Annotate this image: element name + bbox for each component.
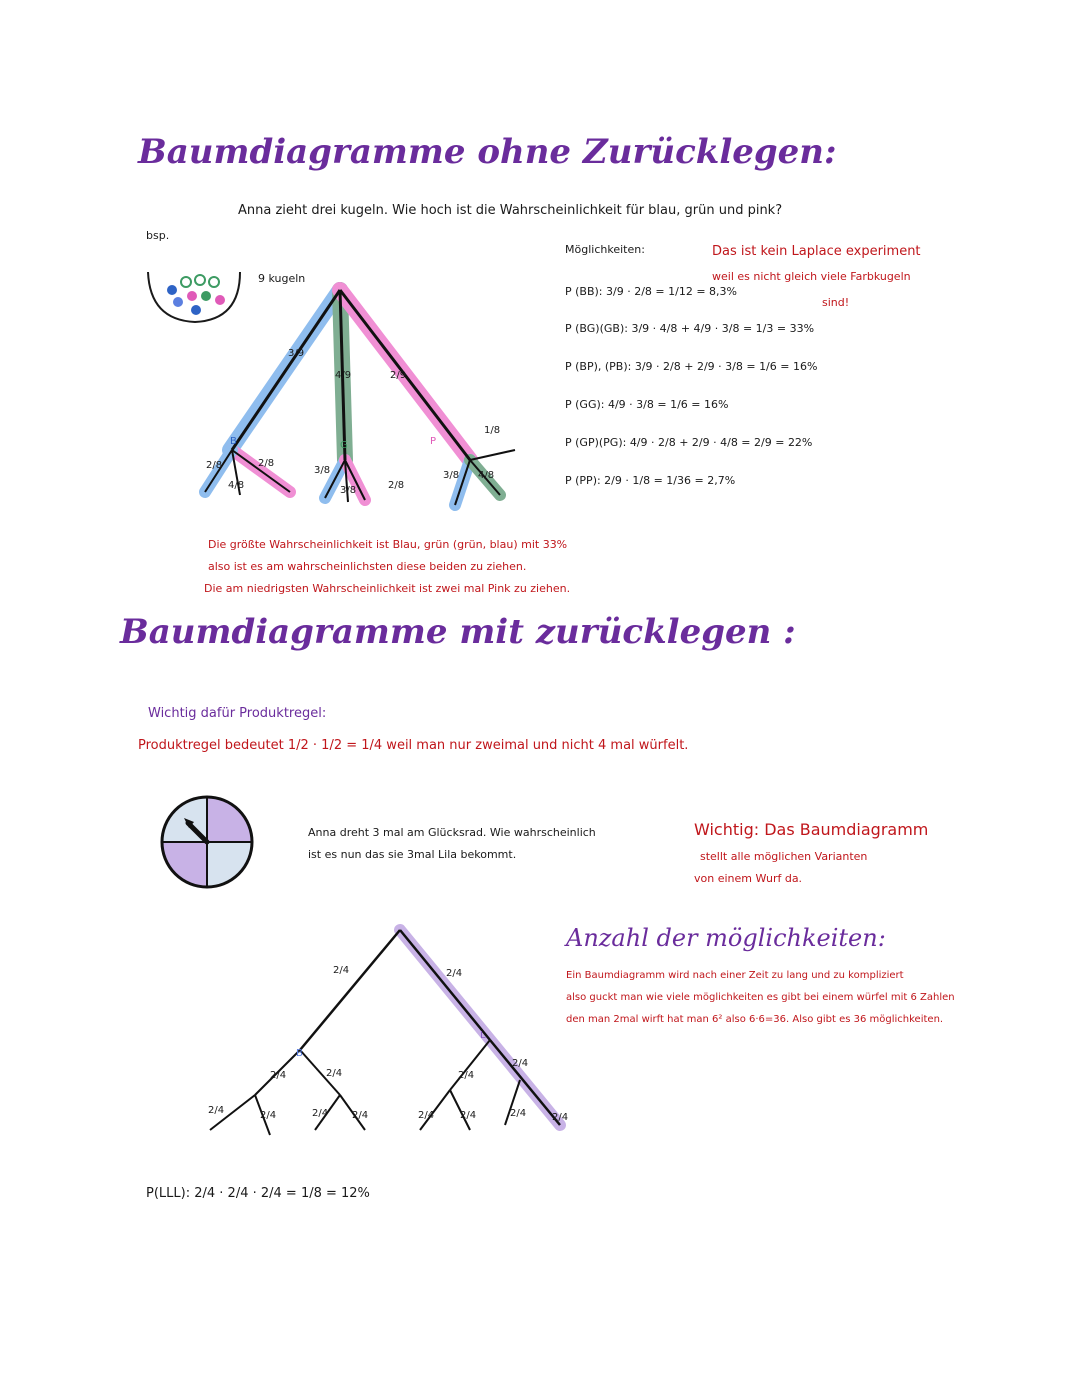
tree1-sub-b1: 2/8 <box>206 460 223 471</box>
tree1-node-p: P <box>430 436 437 447</box>
prob-gg: P (GG): 4/9 · 3/8 = 1/6 = 16% <box>565 398 729 411</box>
ball-bowl-icon <box>148 272 240 322</box>
tree1-sub-p2: 4/8 <box>478 470 495 481</box>
moeglichkeiten-title: Möglichkeiten: <box>565 243 645 256</box>
wichtig-note-line1: Wichtig: Das Baumdiagramm <box>694 820 929 839</box>
tree1-node-b: B <box>230 436 237 447</box>
rule-text: Produktregel bedeutet 1/2 · 1/2 = 1/4 weil man nur zweimal und nicht 4 mal würfelt. <box>138 738 689 753</box>
tree2-second-4: 2/4 <box>512 1058 529 1069</box>
laplace-note-line1: Das ist kein Laplace experiment <box>712 244 921 259</box>
tree2-top-left: 2/4 <box>333 965 350 976</box>
wichtig-note-line3: von einem Wurf da. <box>694 872 803 885</box>
tree2-third-2: 2/4 <box>260 1110 277 1121</box>
tree2-third-5: 2/4 <box>418 1110 435 1121</box>
tree2-third-3: 2/4 <box>312 1108 329 1119</box>
tree1-label-green: 4/9 <box>335 370 352 381</box>
tree1-sub-g3: 2/8 <box>388 480 405 491</box>
example-label: bsp. <box>146 229 170 242</box>
anzahl-line2: also guckt man wie viele möglichkeiten es gibt bei einem würfel mit 6 Zahlen <box>566 992 955 1003</box>
rule-heading: Wichtig dafür Produktregel: <box>148 706 327 721</box>
tree2-third-1: 2/4 <box>208 1105 225 1116</box>
balls-label: 9 kugeln <box>258 272 306 285</box>
tree1-sub-p3: 1/8 <box>484 425 501 436</box>
tree2-third-4: 2/4 <box>352 1110 369 1121</box>
section2-title: Baumdiagramme mit zurücklegen : <box>120 612 796 652</box>
tree1-sub-g2: 3/8 <box>340 485 357 496</box>
conclusion-line3: Die am niedrigsten Wahrscheinlichkeit ist zwei mal Pink zu ziehen. <box>204 582 571 595</box>
tree2-second-2: 2/4 <box>326 1068 343 1079</box>
wichtig-note-line2: stellt alle möglichen Varianten <box>700 850 868 863</box>
laplace-note-line2: weil es nicht gleich viele Farbkugeln <box>712 270 911 283</box>
tree2-third-6: 2/4 <box>460 1110 477 1121</box>
tree2-node-b: B <box>296 1048 303 1059</box>
wheel-of-fortune-icon <box>162 797 252 887</box>
tree1-sub-b2: 4/8 <box>228 480 245 491</box>
tree2-top-right: 2/4 <box>446 968 463 979</box>
tree2-second-3: 2/4 <box>458 1070 475 1081</box>
prob-gp: P (GP)(PG): 4/9 · 2/8 + 2/9 · 4/8 = 2/9 = 22% <box>565 436 813 449</box>
tree1-label-pink: 2/9 <box>390 370 407 381</box>
tree-ohne-zuruecklegen <box>205 290 515 505</box>
anzahl-title: Anzahl der möglichkeiten: <box>566 924 886 952</box>
tree2-third-8: 2/4 <box>552 1112 569 1123</box>
tree2-second-1: 2/4 <box>270 1070 287 1081</box>
tree1-sub-p1: 3/8 <box>443 470 460 481</box>
anzahl-line1: Ein Baumdiagramm wird nach einer Zeit zu lang und zu kompliziert <box>566 970 904 981</box>
tree1-sub-g1: 3/8 <box>314 465 331 476</box>
task-line2: ist es nun das sie 3mal Lila bekommt. <box>308 848 517 861</box>
prob-bb: P (BB): 3/9 · 2/8 = 1/12 = 8,3% <box>565 285 737 298</box>
tree1-sub-b3: 2/8 <box>258 458 275 469</box>
tree2-third-7: 2/4 <box>510 1108 527 1119</box>
task-line1: Anna dreht 3 mal am Glücksrad. Wie wahrscheinlich <box>308 826 596 839</box>
laplace-note-line3: sind! <box>822 296 850 309</box>
tree1-node-g: G <box>340 440 348 451</box>
tree-mit-zuruecklegen <box>210 930 560 1135</box>
tree2-node-l: L <box>480 1030 486 1041</box>
section1-title: Baumdiagramme ohne Zurücklegen: <box>138 132 837 172</box>
tree1-label-blue: 3/9 <box>288 348 305 359</box>
question-text: Anna zieht drei kugeln. Wie hoch ist die Wahrscheinlichkeit für blau, grün und pink? <box>238 203 783 218</box>
conclusion-line2: also ist es am wahrscheinlichsten diese beiden zu ziehen. <box>208 560 527 573</box>
anzahl-line3: den man 2mal wirft hat man 6² also 6·6=36. Also gibt es 36 möglichkeiten. <box>566 1014 944 1025</box>
prob-bp: P (BP), (PB): 3/9 · 2/8 + 2/9 · 3/8 = 1/6 = 16% <box>565 360 818 373</box>
prob-bg: P (BG)(GB): 3/9 · 4/8 + 4/9 · 3/8 = 1/3 = 33% <box>565 322 815 335</box>
result-text: P(LLL): 2/4 · 2/4 · 2/4 = 1/8 = 12% <box>146 1186 370 1201</box>
conclusion-line1: Die größte Wahrscheinlichkeit ist Blau, grün (grün, blau) mit 33% <box>208 538 568 551</box>
prob-pp: P (PP): 2/9 · 1/8 = 1/36 = 2,7% <box>565 474 736 487</box>
